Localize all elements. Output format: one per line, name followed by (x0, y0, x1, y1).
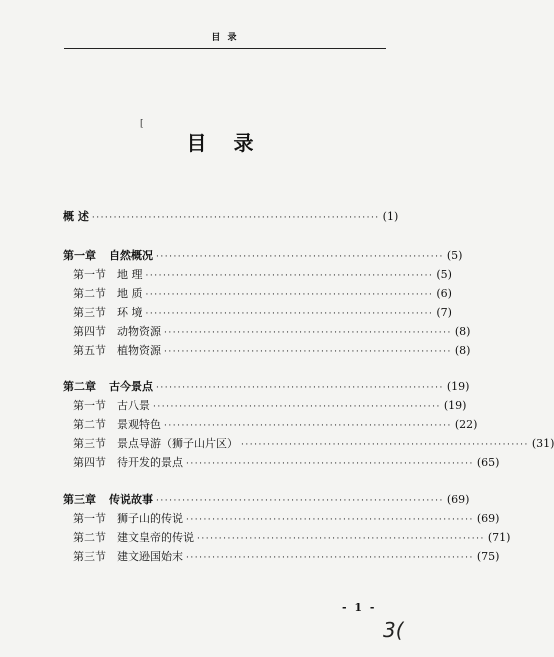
toc-section[interactable] (73, 344, 471, 359)
section-number: 第三节 (73, 550, 106, 563)
section-number: 第三节 (73, 437, 106, 450)
dot-leader: ·································································· (164, 347, 452, 357)
section-title: 狮子山的传说 (117, 512, 183, 525)
chapter-label (63, 493, 153, 507)
toc-section[interactable] (73, 531, 511, 546)
toc-section[interactable] (73, 550, 500, 565)
entry-page: (69) (476, 512, 500, 525)
section-title: 古八景 (117, 399, 150, 412)
section-number: 第一节 (73, 399, 106, 412)
toc-section[interactable] (73, 306, 452, 321)
toc-section[interactable] (73, 268, 452, 283)
dot-leader: ·································································· (91, 213, 380, 223)
toc-section[interactable] (73, 437, 554, 452)
section-number: 第一节 (73, 512, 106, 525)
handwritten-note: 3( (383, 618, 404, 642)
section-number: 第二节 (73, 531, 106, 544)
dot-leader: ·································································· (197, 534, 485, 544)
dot-leader: ·································································· (164, 328, 452, 338)
dot-leader: ·································································· (186, 515, 474, 525)
entry-page: (19) (446, 380, 470, 393)
running-header: 目 录 (211, 33, 239, 43)
chapter-label (63, 249, 153, 263)
chapter-number: 第一章 (63, 249, 96, 262)
dot-leader: ·································································· (145, 271, 434, 281)
entry-page: (22) (454, 418, 478, 431)
section-title: 景点导游（狮子山片区） (117, 437, 238, 450)
section-number: 第二节 (73, 287, 106, 300)
chapter-title: 古今景点 (109, 380, 153, 393)
dot-leader: ·································································· (186, 459, 474, 469)
dot-leader: ·································································· (153, 402, 441, 412)
entry-page: (31) (531, 437, 554, 450)
entry-page: (65) (476, 456, 500, 469)
section-title: 建文皇帝的传说 (117, 531, 194, 544)
entry-page: (7) (436, 306, 452, 319)
toc-chapter[interactable] (63, 380, 470, 395)
dot-leader: ·································································· (156, 496, 444, 506)
section-title: 地 质 (117, 287, 143, 300)
chapter-number: 第二章 (63, 380, 96, 393)
section-number: 第四节 (73, 325, 106, 338)
section-number: 第一节 (73, 268, 106, 281)
dot-leader: ·································································· (156, 252, 444, 262)
dot-leader: ·································································· (156, 383, 444, 393)
section-title: 植物资源 (117, 344, 161, 357)
toc-section[interactable] (73, 325, 471, 340)
entry-page: (75) (476, 550, 500, 563)
dot-leader: ·································································· (186, 553, 474, 563)
entry-page: (1) (382, 210, 399, 223)
toc-section[interactable] (73, 418, 478, 433)
toc-section[interactable] (73, 456, 500, 471)
toc-chapter[interactable] (63, 249, 463, 264)
toc-section[interactable] (73, 399, 467, 414)
entry-page: (5) (446, 249, 463, 262)
chapter-title: 自然概况 (109, 249, 153, 262)
entry-page: (8) (454, 325, 471, 338)
chapter-number: 第三章 (63, 493, 96, 506)
dot-leader: ·································································· (241, 440, 529, 450)
section-number: 第二节 (73, 418, 106, 431)
entry-label: 概 述 (63, 210, 89, 223)
dot-leader: ·································································· (145, 290, 434, 300)
dot-leader: ·································································· (164, 421, 452, 431)
stray-mark: [ (140, 119, 144, 129)
page-title: 目 录 (186, 131, 264, 155)
entry-page: (71) (487, 531, 511, 544)
section-number: 第三节 (73, 306, 106, 319)
entry-page: (5) (436, 268, 452, 281)
toc-entry-overview[interactable] (63, 210, 399, 225)
section-title: 待开发的景点 (117, 456, 183, 469)
toc-section[interactable] (73, 512, 500, 527)
section-title: 环 境 (117, 306, 143, 319)
chapter-label (63, 380, 153, 394)
entry-page: (8) (454, 344, 471, 357)
toc-section[interactable] (73, 287, 452, 302)
toc-chapter[interactable] (63, 493, 470, 508)
section-title: 建文逊国始末 (117, 550, 183, 563)
chapter-title: 传说故事 (109, 493, 153, 506)
section-title: 动物资源 (117, 325, 161, 338)
section-number: 第五节 (73, 344, 106, 357)
section-title: 景观特色 (117, 418, 161, 431)
page-number: - 1 - (342, 601, 377, 614)
header-rule (64, 48, 386, 49)
entry-page: (69) (446, 493, 470, 506)
section-number: 第四节 (73, 456, 106, 469)
entry-page: (19) (443, 399, 467, 412)
dot-leader: ·································································· (145, 309, 434, 319)
entry-page: (6) (436, 287, 452, 300)
section-title: 地 理 (117, 268, 143, 281)
